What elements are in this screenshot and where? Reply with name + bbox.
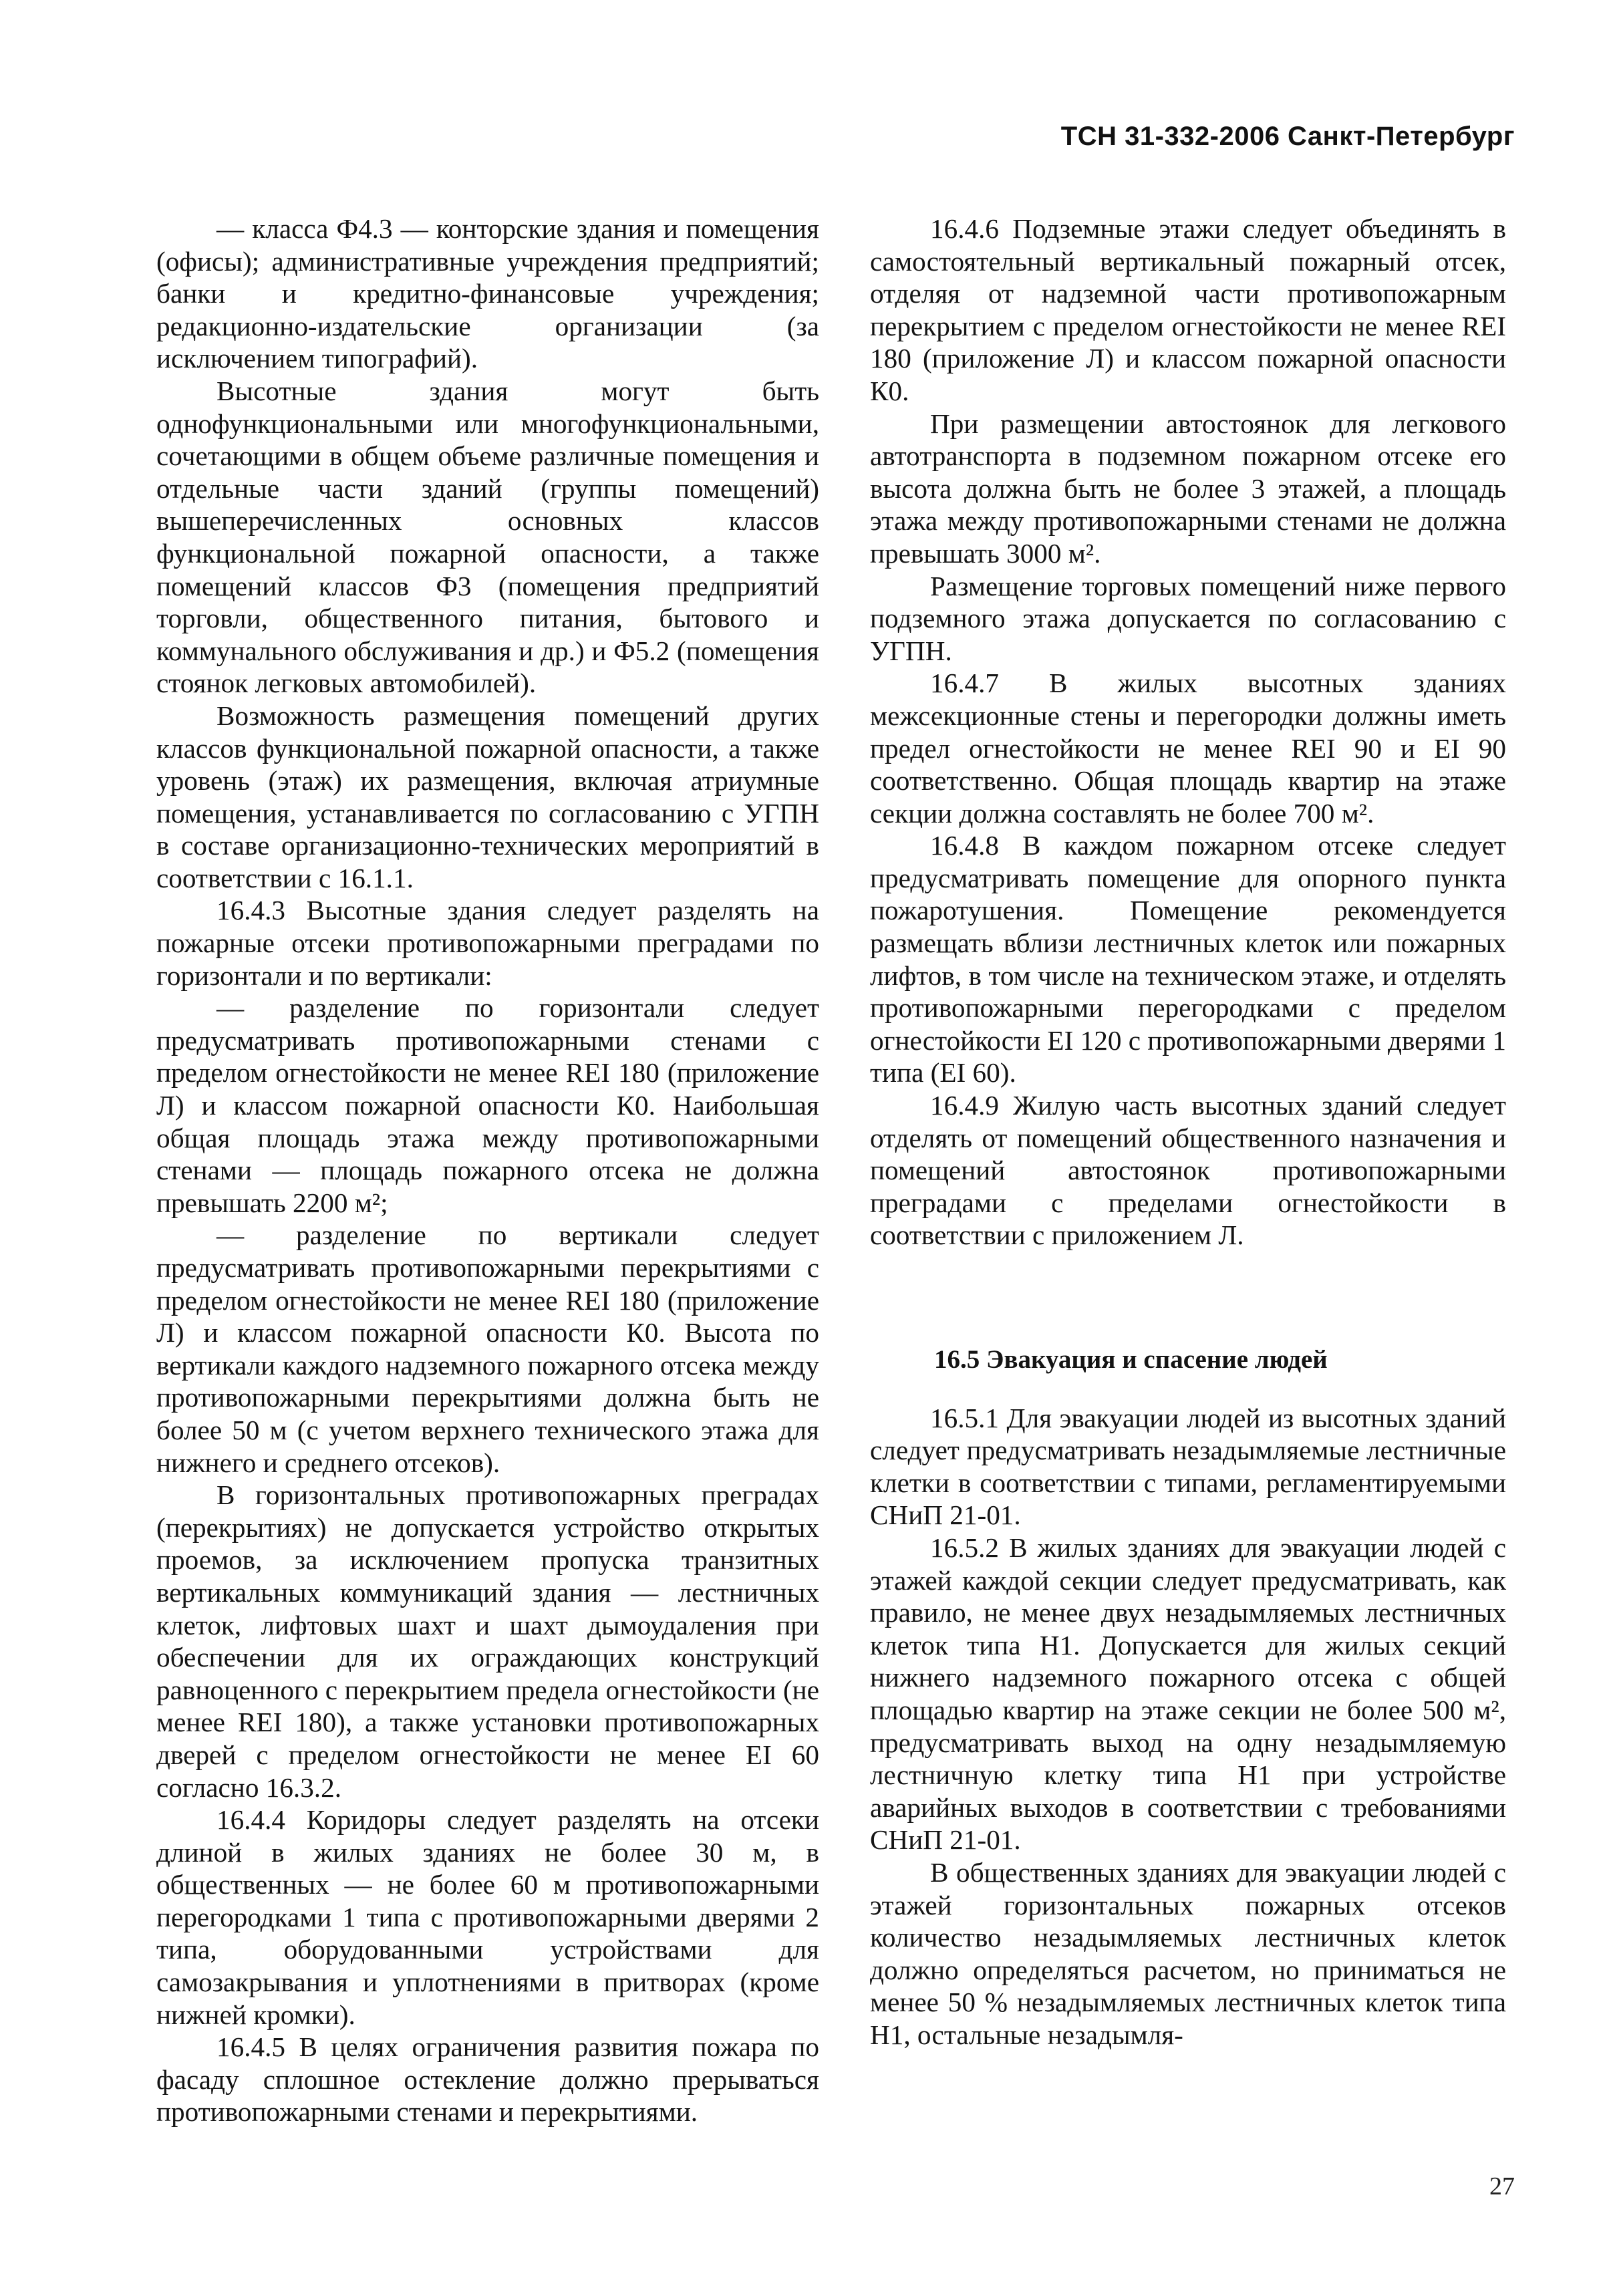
paragraph: При размещении автостоянок для легкового автотранспорта в подземном пожарном отсеке его высота должна быть не более 3 этажей, а площадь этажа между противопожарными стенами не должна превышать 3000 м². [870, 408, 1506, 569]
left-column [156, 212, 819, 2128]
paragraph: Размещение торговых помещений ниже первого подземного этажа допускается по согласованию с УГПН. [870, 570, 1506, 666]
paragraph: Высотные здания могут быть однофункциональными или многофункциональными, сочетающими в общем объеме различные помещения и отдельные части зданий (группы помещений) вышеперечисленных основных классов функциональной пожарной опасности, а также помещений классов Ф3 (помещения предприятий торговли, общественного питания, бытового и коммунального обслуживания и др.) и Ф5.2 (помещения стоянок легковых автомобилей). [156, 375, 819, 699]
paragraph: 16.4.7 В жилых высотных зданиях межсекционные стены и перегородки должны иметь предел огнестойкости не менее REI 90 и EI 90 соответственно. Общая площадь квартир на этаже секции должна составлять не более 700 м². [870, 668, 1506, 829]
paragraph: 16.4.8 В каждом пожарном отсеке следует предусматривать помещение для опорного пункта пожаротушения. Помещение рекомендуется размещать вблизи лестничных клеток или пожарных лифтов, в том числе на техническом этаже, и отделять противопожарными перегородками с пределом огнестойкости EI 120 с противопожарными дверями 1 типа (EI 60). [870, 830, 1506, 1089]
paragraph: 16.4.6 Подземные этажи следует объединять в самостоятельный вертикальный пожарный отсек, отделяя от надземной части противопожарным перекрытием с пределом огнестойкости не менее REI 180 (приложение Л) и классом пожарной опасности К0. [870, 213, 1506, 406]
paragraph: 16.4.3 Высотные здания следует разделять на пожарные отсеки противопожарными преградами по горизонтали и по вертикали: [156, 895, 819, 991]
paragraph: В горизонтальных противопожарных преградах (перекрытиях) не допускается устройство открытых проемов, за исключением пропуска транзитных вертикальных коммуникаций здания — лестничных клеток, лифтовых шахт и шахт дымоудаления при обеспечении для их ограждающих конструкций равноценного с перекрытием предела огнестойкости (не менее REI 180), а также установки противопожарных дверей с пределом огнестойкости не менее EI 60 согласно 16.3.2. [156, 1479, 819, 1803]
paragraph: — класса Ф4.3 — конторские здания и помещения (офисы); административные учреждения предприятий; банки и кредитно-финансовые учреждения; редакционно-издательские организации (за исключением типографий). [156, 213, 819, 374]
paragraph: 16.4.5 В целях ограничения развития пожара по фасаду сплошное остекление должно прерываться противопожарными стенами и перекрытиями. [156, 2031, 819, 2128]
paragraph: 16.5.1 Для эвакуации людей из высотных зданий следует предусматривать незадымляемые лестничные клетки в соответствии с типами, регламентируемыми СНиП 21-01. [870, 1402, 1506, 1531]
page-number: 27 [1489, 2172, 1515, 2200]
paragraph: 16.5.2 В жилых зданиях для эвакуации людей с этажей каждой секции следует предусматривать, как правило, не менее двух незадымляемых лестничных клеток типа Н1. Допускается для жилых секций нижнего надземного пожарного отсека с общей площадью квартир на этаже секции не более 500 м², предусматривать выход на одну незадымляемую лестничную клетку типа Н1 при устройстве аварийных выходов в соответствии с требованиями СНиП 21-01. [870, 1532, 1506, 1856]
paragraph: 16.4.4 Коридоры следует разделять на отсеки длиной в жилых зданиях не более 30 м, в общественных — не более 60 м противопожарными перегородками 1 типа с противопожарными дверями 2 типа, оборудованными устройствами для самозакрывания и уплотнениями в притворах (кроме нижней кромки). [156, 1804, 819, 2030]
paragraph: Возможность размещения помещений других классов функциональной пожарной опасности, а также уровень (этаж) их размещения, включая атриумные помещения, устанавливается по согласованию с УГПН в составе организационно-технических мероприятий в соответствии с 16.1.1. [156, 700, 819, 893]
running-header: ТСН 31-332-2006 Санкт-Петербург [1060, 122, 1515, 151]
section-heading: 16.5 Эвакуация и спасение людей [934, 1345, 1328, 1374]
paragraph: — разделение по горизонтали следует предусматривать противопожарными стенами с пределом огнестойкости не менее REI 180 (приложение Л) и классом пожарной опасности К0. Наибольшая общая площадь этажа между противопожарными стенами — площадь пожарного отсека не должна превышать 2200 м²; [156, 992, 819, 1218]
right-column [870, 212, 1506, 2051]
paragraph: 16.4.9 Жилую часть высотных зданий следует отделять от помещений общественного назначения и помещений автостоянок противопожарными преградами с пределами огнестойкости в соответствии с приложением Л. [870, 1090, 1506, 1251]
paragraph: — разделение по вертикали следует предусматривать противопожарными перекрытиями с пределом огнестойкости не менее REI 180 (приложение Л) и классом пожарной опасности К0. Высота по вертикали каждого надземного пожарного отсека между противопожарными перекрытиями должна быть не более 50 м (с учетом верхнего технического этажа для нижнего и среднего отсеков). [156, 1219, 819, 1478]
paragraph: В общественных зданиях для эвакуации людей с этажей горизонтальных пожарных отсеков количество незадымляемых лестничных клеток должно определяться расчетом, но приниматься не менее 50 % незадымляемых лестничных клеток типа Н1, остальные незадымля- [870, 1856, 1506, 2050]
